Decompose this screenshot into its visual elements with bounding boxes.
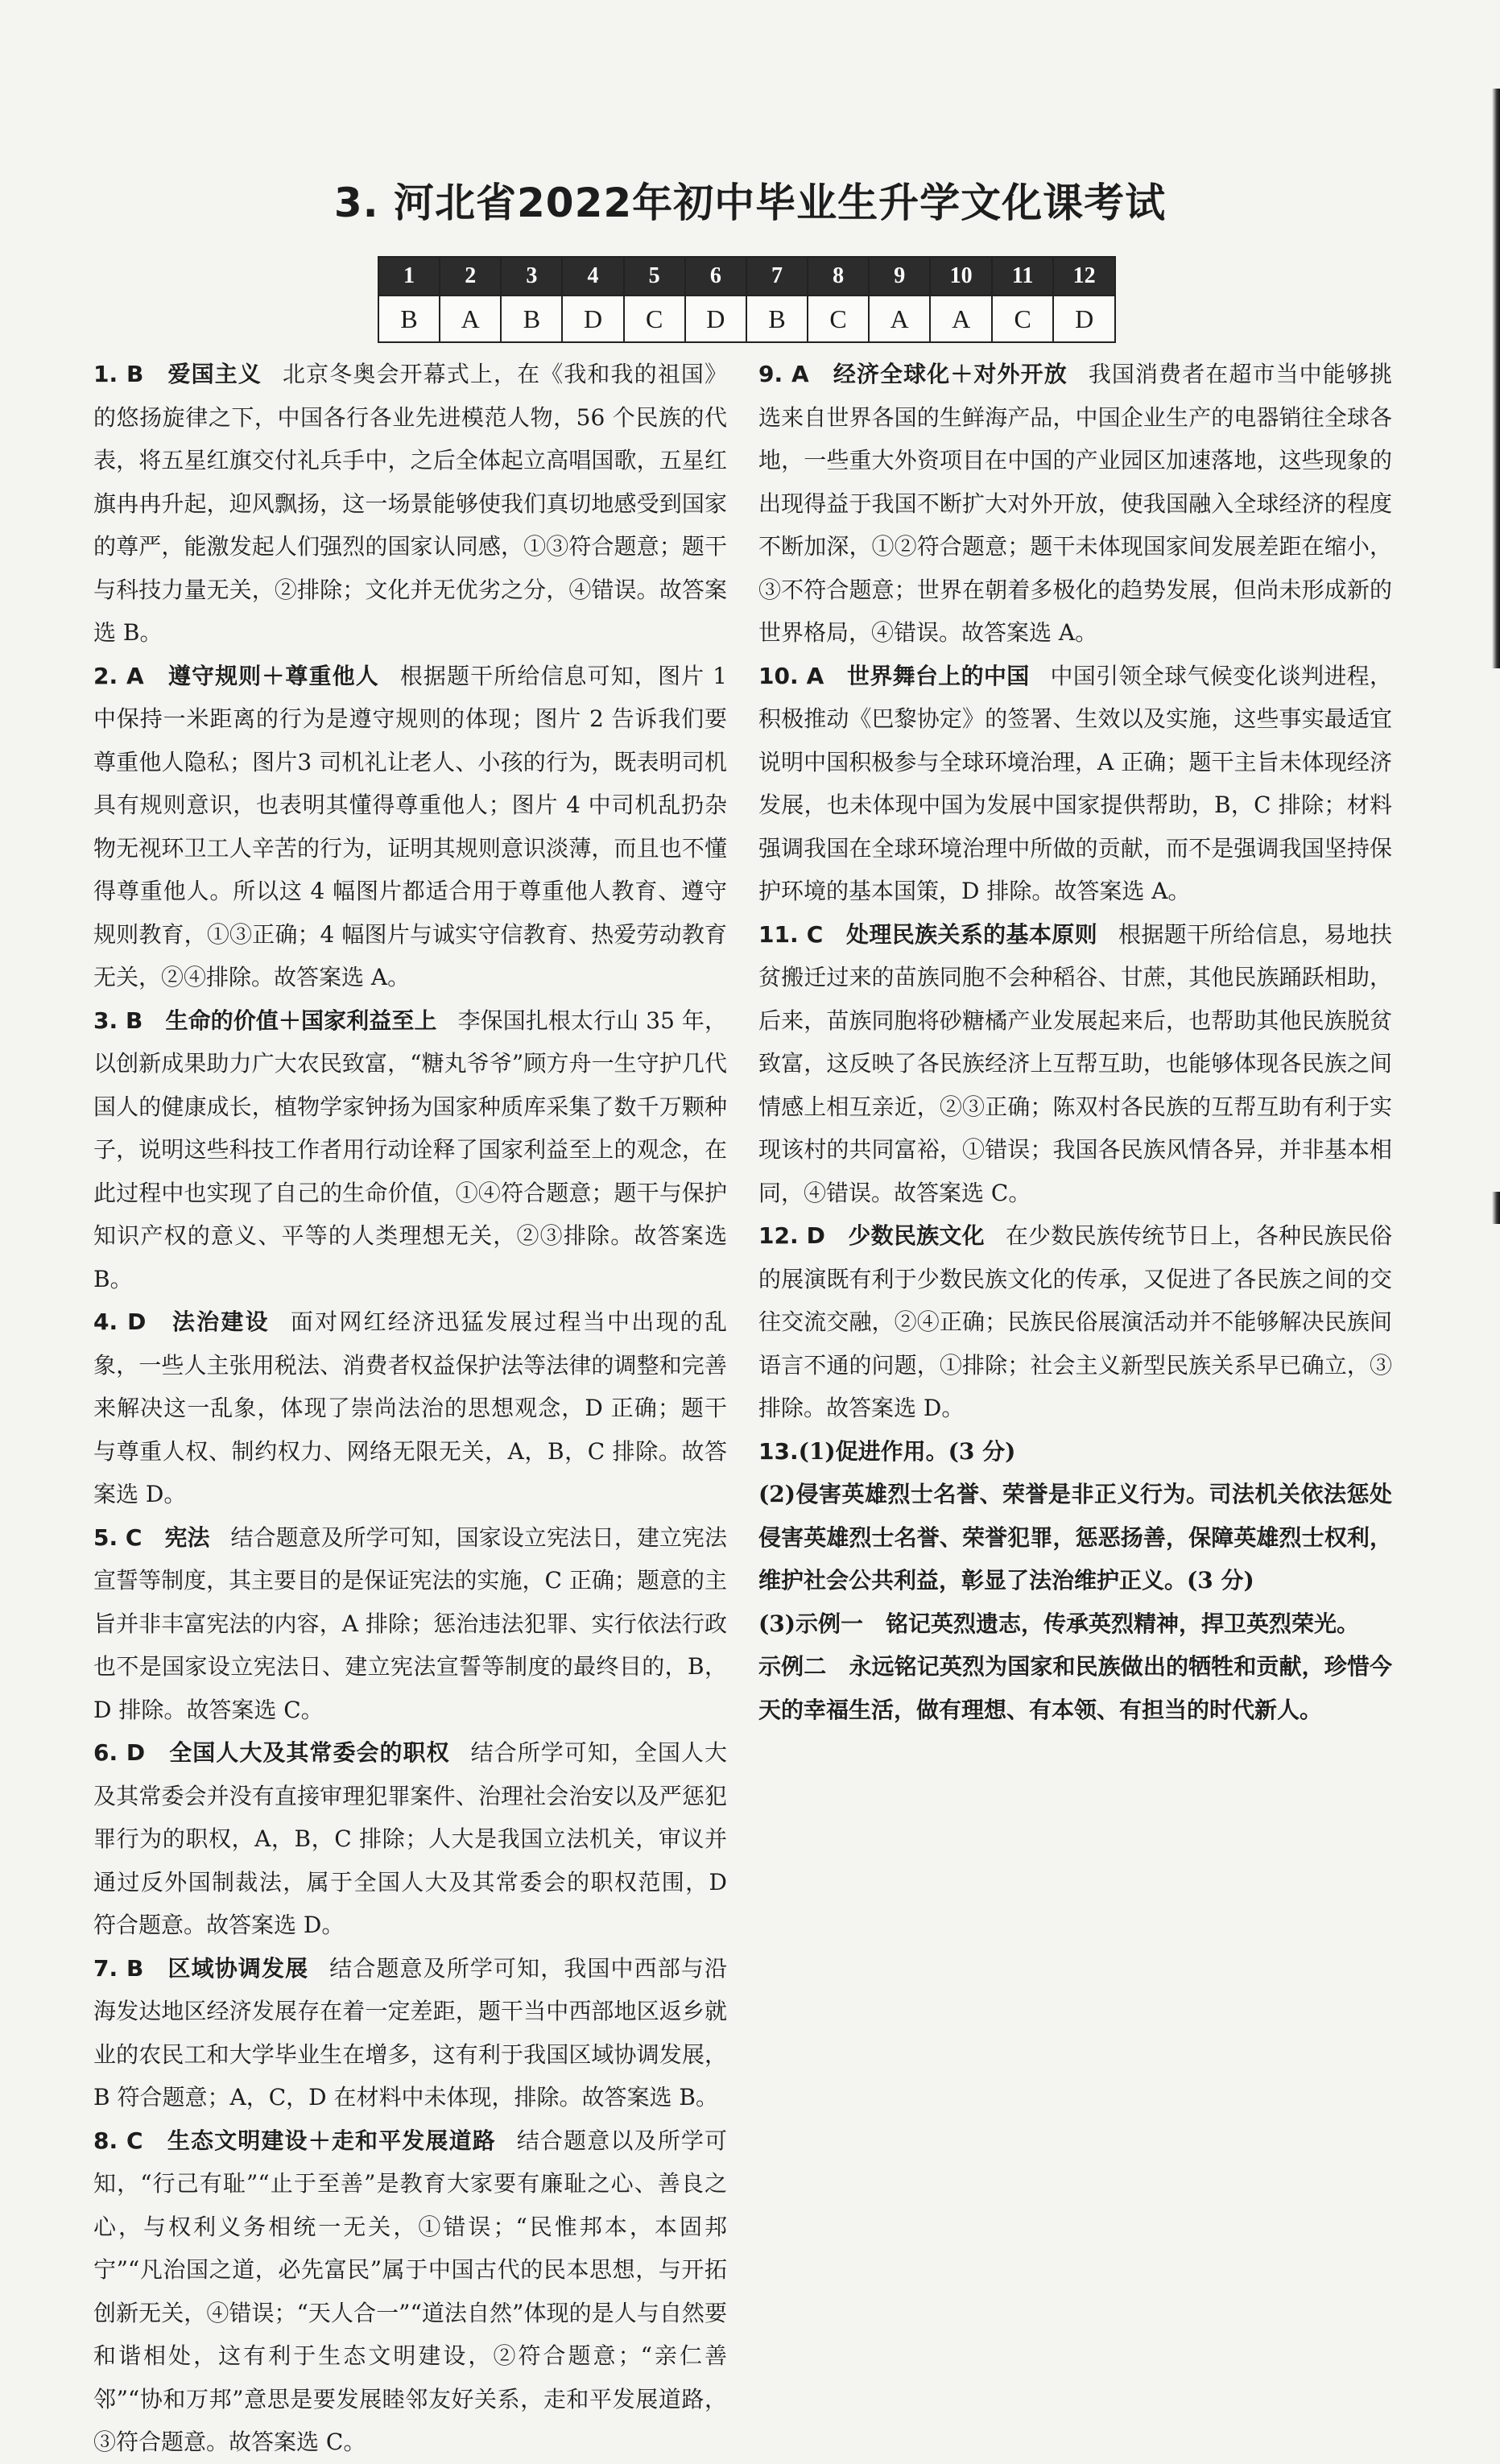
answer-value-8: C (808, 296, 869, 342)
answer-value-6: D (685, 296, 746, 342)
answer-text: (1)促进作用。(3 分) (798, 1437, 1016, 1465)
answer-table (378, 256, 1116, 343)
question-topic: 世界舞台上的中国 (846, 662, 1030, 689)
question-13-part4: 示例二 永远铭记英烈为国家和民族做出的牺牲和贡献，珍惜今天的幸福生活，做有理想、有本领、有担当的时代新人。 (758, 1653, 1392, 1723)
question-number: 12. D (758, 1222, 849, 1249)
question-2 (93, 655, 727, 999)
question-explanation: 在少数民族传统节日上，各种民族民俗的展演既有利于少数民族文化的传承，又促进了各民族之间的交往交流交融，②④正确；民族民俗展演活动并不能够解决民族间语言不通的问题，①排除；社会主义新型民族关系早已确立，③排除。故答案选 D。 (758, 1222, 1392, 1421)
question-topic: 经济全球化＋对外开放 (833, 361, 1068, 387)
answer-value-12: D (1053, 296, 1115, 342)
answer-value-10: A (930, 296, 992, 342)
question-13 (758, 1430, 1392, 1732)
question-number: 13. (758, 1437, 799, 1465)
question-explanation: 根据题干所给信息，易地扶贫搬迁过来的苗族同胞不会种稻谷、甘蔗，其他民族踊跃相助，后来，苗族同胞将砂糖橘产业发展起来后，也帮助其他民族脱贫致富，这反映了各民族经济上互帮互助，也能够体现各民族之间情感上相互亲近，②③正确；陈双村各民族的互帮互助有利于实现该村的共同富裕，①错误；我国各民族风情各异，并非基本相同，④错误。故答案选 C。 (758, 920, 1392, 1206)
answer-number-10: 10 (930, 257, 992, 296)
answer-value-11: C (992, 296, 1053, 342)
answer-value-1: B (378, 296, 440, 342)
question-explanation: 面对网红经济迅猛发展过程当中出现的乱象，一些人主张用税法、消费者权益保护法等法律的调整和完善来解决这一乱象，体现了崇尚法治的思想观念，D 正确；题干与尊重人权、制约权力、网络无限无关，A，B，C 排除。故答案选 D。 (93, 1308, 727, 1507)
question-topic: 区域协调发展 (167, 1954, 309, 1982)
question-topic: 少数民族文化 (848, 1222, 985, 1249)
question-10 (758, 655, 1392, 913)
answer-number-11: 11 (992, 257, 1053, 296)
question-explanation: 根据题干所给信息可知，图片 1 中保持一米距离的行为是遵守规则的体现；图片 2 告诉我们要尊重他人隐私；图片3 司机礼让老人、小孩的行为，既表明司机具有规则意识，也表明其懂得尊重他人；图片 4 中司机乱扔杂物无视环卫工人辛苦的行为，证明其规则意识淡薄，而且也不懂得尊重他人。所以这 4 幅图片都适合用于尊重他人教育、遵守规则教育，①③正确；4 幅图片与诚实守信教育、热爱劳动教育无关，②④排除。故答案选 A。 (93, 662, 727, 990)
question-13-part3: (3)示例一 铭记英烈遗志，传承英烈精神，捍卫英烈荣光。 (758, 1610, 1359, 1637)
question-number: 4. D (93, 1308, 172, 1335)
question-8 (93, 2119, 727, 2464)
question-13-part2: (2)侵害英雄烈士名誉、荣誉是非正义行为。司法机关依法惩处侵害英雄烈士名誉、荣誉犯罪，惩恶扬善，保障英雄烈士权利，维护社会公共利益，彰显了法治维护正义。(3 分) (758, 1481, 1392, 1594)
question-number: 9. A (758, 361, 833, 387)
answer-number-5: 5 (624, 257, 685, 296)
left-column (93, 353, 727, 2464)
answer-table-values (378, 296, 1115, 342)
question-7 (93, 1947, 727, 2119)
question-explanation: 李保国扎根太行山 35 年，以创新成果助力广大农民致富，“糖丸爷爷”顾方舟一生守护几代国人的健康成长，植物学家钟扬为国家种质库采集了数千万颗种子，说明这些科技工作者用行动诠释了国家利益至上的观念，在此过程中也实现了自己的生命价值，①④符合题意；题干与保护知识产权的意义、平等的人类理想无关，②③排除。故答案选 B。 (93, 1007, 727, 1292)
question-number: 3. B (93, 1007, 166, 1034)
answer-number-8: 8 (808, 257, 869, 296)
question-topic: 宪法 (164, 1523, 210, 1551)
question-topic: 法治建设 (171, 1308, 270, 1335)
question-topic: 全国人大及其常委会的职权 (169, 1739, 450, 1766)
question-number: 1. B (93, 361, 168, 387)
answer-value-5: C (624, 296, 685, 342)
page-title: 3. 河北省2022年初中毕业生升学文化课考试 (333, 180, 1167, 226)
question-topic: 生命的价值＋国家利益至上 (165, 1007, 437, 1034)
answer-value-2: A (440, 296, 501, 342)
question-explanation: 中国引领全球气候变化谈判进程，积极推动《巴黎协定》的签署、生效以及实施，这些事实最适宜说明中国积极参与全球环境治理，A 正确；题干主旨未体现经济发展，也未体现中国为发展中国家提供帮助，B，C 排除；材料强调我国在全球环境治理中所做的贡献，而不是强调我国坚持保护环境的基本国策，D 排除。故答案选 A。 (758, 662, 1392, 904)
question-4 (93, 1300, 727, 1516)
question-topic: 生态文明建设＋走和平发展道路 (167, 2127, 496, 2154)
question-topic: 处理民族关系的基本原则 (846, 920, 1097, 948)
right-column (758, 353, 1392, 1731)
answer-value-4: D (562, 296, 623, 342)
answer-number-7: 7 (746, 257, 808, 296)
question-number: 6. D (93, 1739, 170, 1766)
question-13-part1 (758, 1430, 1392, 1474)
question-topic: 爱国主义 (167, 361, 262, 387)
question-12 (758, 1214, 1392, 1430)
page-edge-mark (1492, 1192, 1500, 1224)
question-explanation: 北京冬奥会开幕式上，在《我和我的祖国》的悠扬旋律之下，中国各行各业先进模范人物，56 个民族的代表，将五星红旗交付礼兵手中，之后全体起立高唱国歌，五星红旗冉冉升起，迎风飘扬，这一场景能够使我们真切地感受到国家的尊严，能激发起人们强烈的国家认同感，①③符合题意；题干与科技力量无关，②排除；文化并无优劣之分，④错误。故答案选 B。 (93, 361, 727, 646)
question-3 (93, 999, 727, 1301)
question-9 (758, 353, 1392, 655)
question-number: 8. C (93, 2127, 167, 2154)
question-explanation: 结合题意及所学可知，我国中西部与沿海发达地区经济发展存在着一定差距，题干当中西部地区返乡就业的农民工和大学毕业生在增多，这有利于我国区域协调发展，B 符合题意；A，C，D 在材料中未体现，排除。故答案选 B。 (93, 1954, 727, 2111)
answer-table-header (378, 257, 1115, 296)
question-explanation: 结合题意及所学可知，国家设立宪法日，建立宪法宣誓等制度，其主要目的是保证宪法的实施，C 正确；题意的主旨并非丰富宪法的内容，A 排除；惩治违法犯罪、实行依法行政也不是国家设立宪法日、建立宪法宣誓等制度的最终目的，B，D 排除。故答案选 C。 (93, 1523, 727, 1723)
question-number: 7. B (93, 1954, 168, 1982)
answer-number-3: 3 (501, 257, 562, 296)
question-explanation: 结合所学可知，全国人大及其常委会并没有直接审理犯罪案件、治理社会治安以及严惩犯罪行为的职权，A，B，C 排除；人大是我国立法机关，审议并通过反外国制裁法，属于全国人大及其常委会的职权范围，D 符合题意。故答案选 D。 (93, 1739, 727, 1938)
answer-value-9: A (869, 296, 930, 342)
question-number: 10. A (758, 662, 847, 689)
question-explanation: 结合题意以及所学可知，“行己有耻”“止于至善”是教育大家要有廉耻之心、善良之心，与权利义务相统一无关，①错误；“民惟邦本，本固邦宁”“凡治国之道，必先富民”属于中国古代的民本思想，与开拓创新无关，④错误；“天人合一”“道法自然”体现的是人与自然要和谐相处，这有利于生态文明建设，②符合题意；“亲仁善邻”“协和万邦”意思是要发展睦邻友好关系，走和平发展道路，③符合题意。故答案选 C。 (93, 2127, 727, 2455)
question-number: 2. A (93, 662, 168, 689)
question-6 (93, 1731, 727, 1947)
answer-number-9: 9 (869, 257, 930, 296)
answer-number-2: 2 (440, 257, 501, 296)
question-5 (93, 1516, 727, 1732)
answer-value-3: B (501, 296, 562, 342)
answer-value-7: B (746, 296, 808, 342)
question-number: 11. C (758, 920, 846, 948)
answer-number-6: 6 (685, 257, 746, 296)
question-11 (758, 913, 1392, 1215)
question-topic: 遵守规则＋尊重他人 (167, 662, 379, 689)
question-1 (93, 353, 727, 655)
question-number: 5. C (93, 1523, 165, 1551)
answer-number-12: 12 (1053, 257, 1115, 296)
answer-number-1: 1 (378, 257, 440, 296)
answer-number-4: 4 (562, 257, 623, 296)
question-explanation: 我国消费者在超市当中能够挑选来自世界各国的生鲜海产品，中国企业生产的电器销往全球各地，一些重大外资项目在中国的产业园区加速落地，这些现象的出现得益于我国不断扩大对外开放，使我国融入全球经济的程度不断加深，①②符合题意；题干未体现国家间发展差距在缩小，③不符合题意；世界在朝着多极化的趋势发展，但尚未形成新的世界格局，④错误。故答案选 A。 (758, 361, 1392, 646)
